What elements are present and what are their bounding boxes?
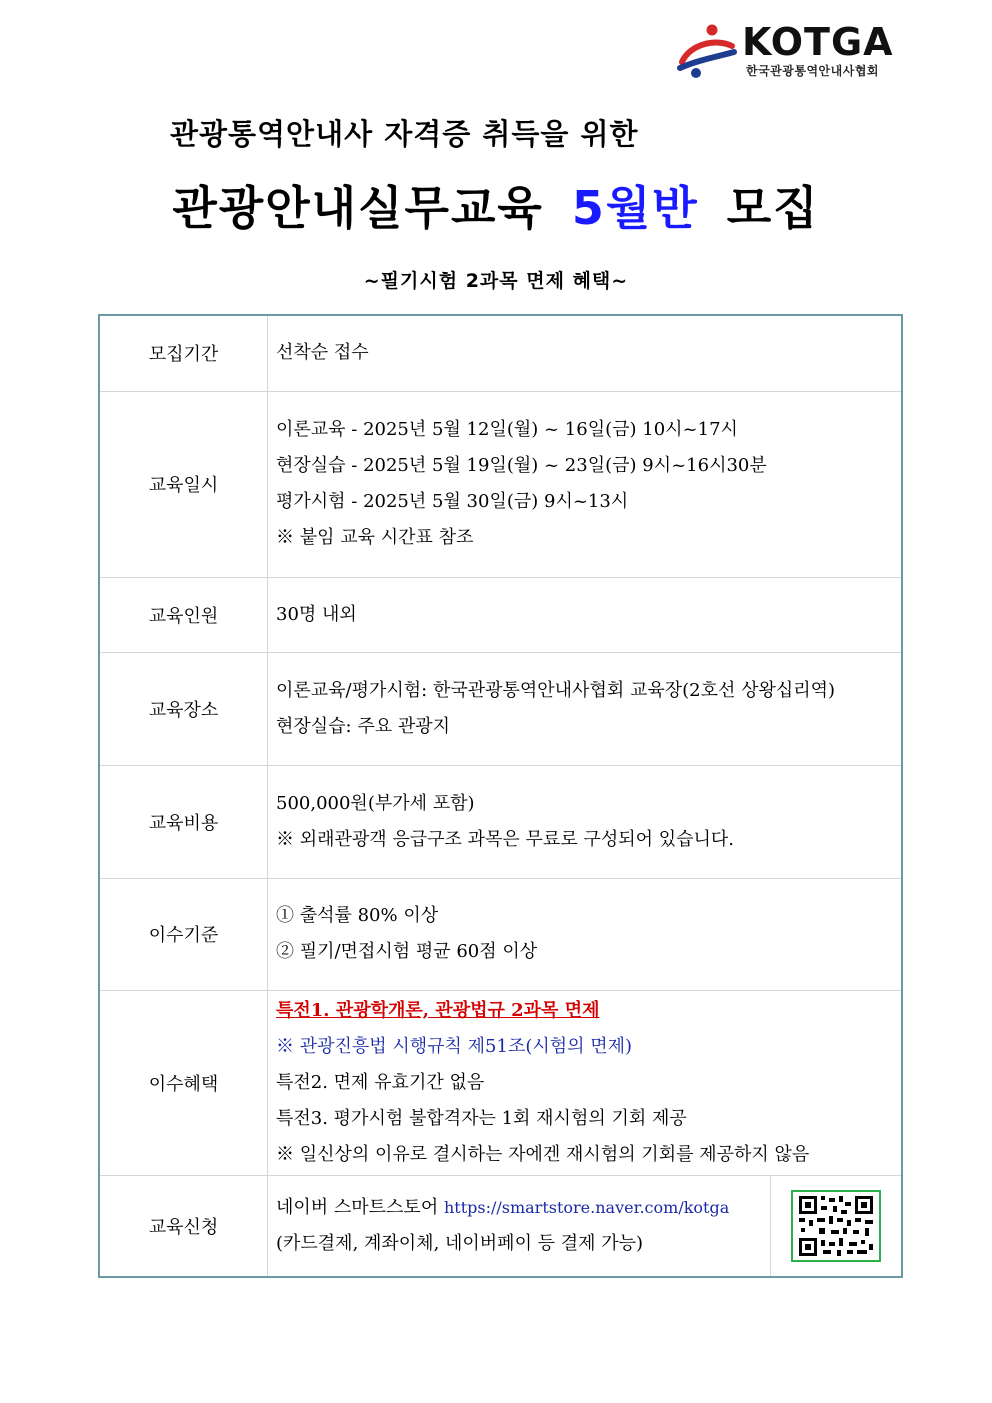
value-line: ① 출석률 80% 이상: [276, 905, 439, 926]
table-row: [99, 391, 902, 577]
value-line: 평가시험 - 2025년 5월 30일(금) 9시~13시: [276, 491, 629, 512]
benefit-exemption: 특전1. 관광학개론, 관광법규 2과목 면제: [276, 999, 600, 1021]
value-line: 현장실습: 주요 관광지: [276, 715, 450, 737]
value-line: 선착순 접수: [276, 342, 369, 364]
kotga-logo: [676, 18, 906, 84]
smartstore-link[interactable]: https://smartstore.naver.com/kotga: [443, 1197, 730, 1217]
table-row: [99, 652, 902, 765]
row-value: [268, 878, 903, 990]
row-value: [268, 315, 903, 391]
row-label: 교육장소: [99, 652, 268, 765]
row-label: 교육신청: [99, 1175, 268, 1277]
logo-brand: KOTGA: [742, 20, 894, 64]
table-row: [99, 315, 902, 391]
table-row: [99, 1175, 902, 1277]
value-line: ※ 외래관광객 응급구조 과목은 무료로 구성되어 있습니다.: [276, 828, 734, 850]
value-line: 특전2. 면제 유효기간 없음: [276, 1071, 485, 1093]
row-value: [268, 765, 903, 878]
row-label: 교육인원: [99, 577, 268, 652]
info-table: [98, 314, 903, 1278]
value-line: 현장실습 - 2025년 5월 19일(월) ~ 23일(금) 9시~16시30분: [276, 455, 767, 476]
value-line: 특전3. 평가시험 불합격자는 1회 재시험의 기회 제공: [276, 1107, 687, 1129]
value-line: ② 필기/면접시험 평균 60점 이상: [276, 941, 538, 962]
row-value: [268, 1175, 771, 1277]
value-line: 이론교육/평가시험: 한국관광통역안내사협회 교육장(2호선 상왕십리역): [276, 679, 836, 701]
row-label: 모집기간: [99, 315, 268, 391]
row-label: 교육일시: [99, 391, 268, 577]
page-tagline: ~필기시험 2과목 면제 혜택~: [363, 270, 629, 292]
row-label: 교육비용: [99, 765, 268, 878]
row-value: [268, 990, 903, 1175]
qr-cell: [771, 1175, 903, 1277]
store-name: 네이버 스마트스토어: [276, 1196, 439, 1218]
row-value: [268, 652, 903, 765]
value-line: 500,000원(부가세 포함): [276, 792, 475, 814]
table-row: [99, 990, 902, 1175]
value-line: ※ 붙임 교육 시간표 참조: [276, 527, 474, 548]
table-row: [99, 765, 902, 878]
legal-note: ※ 관광진흥법 시행규칙 제51조(시험의 면제): [276, 1035, 633, 1057]
value-line: ※ 일신상의 이유로 결시하는 자에겐 재시험의 기회를 제공하지 않음: [276, 1143, 810, 1165]
title-recruit: 모집: [726, 181, 820, 235]
title-month: 5월반: [571, 181, 699, 235]
kotga-logo-mark-icon: [676, 20, 738, 80]
value-line: [276, 1190, 762, 1226]
value-line: 이론교육 - 2025년 5월 12일(월) ~ 16일(금) 10시~17시: [276, 419, 738, 440]
page-subtitle: 관광통역안내사 자격증 취득을 위한: [170, 117, 639, 151]
row-label: 이수기준: [99, 878, 268, 990]
table-row: [99, 878, 902, 990]
row-label: 이수혜택: [99, 990, 268, 1175]
row-value: [268, 577, 903, 652]
title-course: 관광안내실무교육: [172, 181, 544, 235]
qr-code-icon[interactable]: [791, 1190, 881, 1262]
logo-org-name: 한국관광통역안내사협회: [746, 64, 880, 78]
value-line: (카드결제, 계좌이체, 네이버페이 등 결제 가능): [276, 1232, 644, 1254]
table-row: [99, 577, 902, 652]
page-title: [0, 178, 992, 238]
value-line: 30명 내외: [276, 603, 357, 625]
row-value: [268, 391, 903, 577]
